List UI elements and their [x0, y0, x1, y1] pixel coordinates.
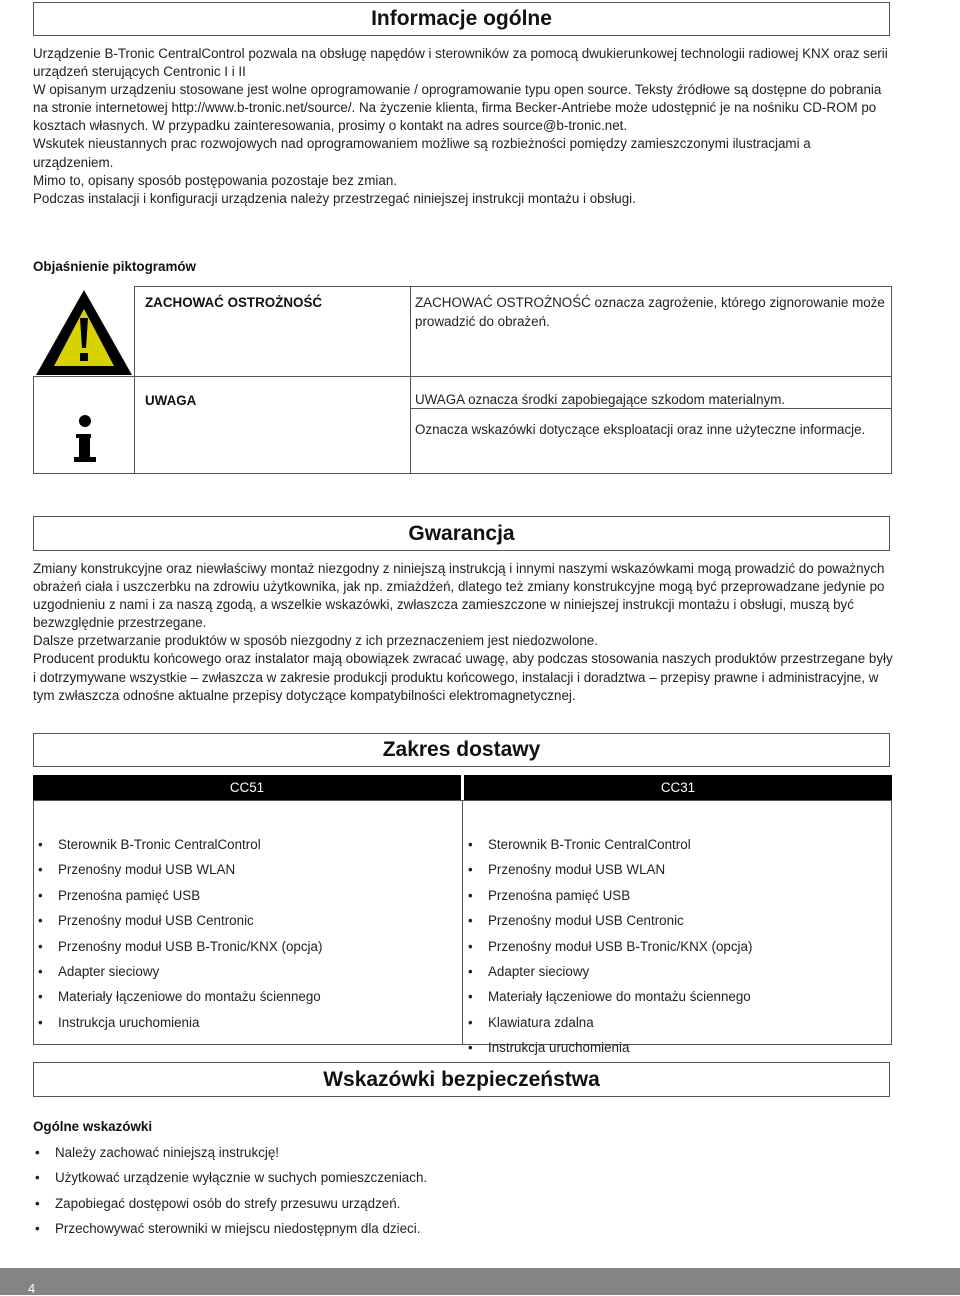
general-paragraph: Urządzenie B-Tronic CentralControl pozwala na obsługę napędów i sterowników za pomocą dwukierunkowej technologii radiowej KNX oraz serii urządzeń sterujących Centronic I i II — [33, 46, 888, 80]
list-item: • Przenośny moduł USB WLAN — [466, 857, 891, 882]
section-title-safety: Wskazówki bezpieczeństwa — [33, 1062, 890, 1097]
section-title-general: Informacje ogólne — [33, 2, 890, 36]
list-item: • Materiały łączeniowe do montażu ściennego — [466, 984, 891, 1009]
attention-description: UWAGA oznacza środki zapobiegające szkodom materialnym. — [410, 376, 892, 409]
list-item: • Adapter sieciowy — [36, 959, 462, 984]
column-body-cc31 — [462, 800, 892, 1056]
page-number: 4 — [28, 1281, 36, 1296]
list-item: • Przenośny moduł USB B-Tronic/KNX (opcja) — [36, 934, 462, 959]
list-item: • Przenośna pamięć USB — [466, 883, 891, 908]
list-item: • Przenośny moduł USB Centronic — [466, 908, 891, 933]
list-item: • Przenośna pamięć USB — [36, 883, 462, 908]
attention-label: UWAGA — [134, 376, 411, 474]
warranty-paragraph: Producent produktu końcowego oraz instalator mają obowiązek zwracać uwagę, aby podczas stosowania naszych produktów przestrzegane były i dotrzymywane wszystkie – zwłaszcza w zakresie produkcji produktu końcowego, instalacji i doradztwa – przepisy prawne i administracyjne, w tym zwłaszcza odnośne aktualne przepisy dotyczące kompatybilności elektromagnetycznej. — [33, 651, 893, 703]
pictogram-table — [33, 286, 892, 474]
general-paragraph: Podczas instalacji i konfiguracji urządzenia należy przestrzegać niniejszej instrukcji montażu i obsługi. — [33, 190, 636, 206]
section-title-warranty: Gwarancja — [33, 516, 890, 551]
list-item: • Materiały łączeniowe do montażu ściennego — [36, 984, 462, 1009]
list-item: • Przechowywać sterowniki w miejscu niedostępnym dla dzieci. — [33, 1216, 833, 1241]
info-icon — [34, 377, 134, 473]
section-title-delivery: Zakres dostawy — [33, 733, 890, 767]
safety-subheading: Ogólne wskazówki — [33, 1119, 153, 1134]
pictograms-heading: Objaśnienie piktogramów — [33, 259, 196, 274]
general-paragraph: Wskutek nieustannych prac rozwojowych nad oprogramowaniem możliwe są rozbieżności pomiędzy zamieszczonymi ilustracjami a urządzeniem. — [33, 136, 811, 170]
general-paragraph: W opisanym urządzeniu stosowane jest wolne oprogramowanie / oprogramowanie typu open source. Teksty źródłowe są dostępne do pobrania na stronie internetowej http://www.b-tronic.net/source/. Na życzenie klienta, firma Becker-Antriebe może udostępnić je na nośniku CD-ROM po kosztach własnych. W przypadku zainteresowania, prosimy o kontakt na adres source@b-tronic.net. — [33, 82, 882, 134]
list-item: • Adapter sieciowy — [466, 959, 891, 984]
caution-description: ZACHOWAĆ OSTROŻNOŚĆ oznacza zagrożenie, którego zignorowanie może prowadzić do obrażeń. — [410, 286, 892, 377]
info-description: Oznacza wskazówki dotyczące eksploatacji oraz inne użyteczne informacje. — [410, 408, 892, 474]
warranty-paragraph: Dalsze przetwarzanie produktów w sposób niezgodny z ich przeznaczeniem jest niedozwolone. — [33, 633, 598, 649]
list-item: • Użytkować urządzenie wyłącznie w suchych pomieszczeniach. — [33, 1165, 833, 1190]
list-item: • Należy zachować niniejszą instrukcję! — [33, 1140, 833, 1165]
warranty-text — [33, 560, 893, 705]
list-item: • Sterownik B-Tronic CentralControl — [466, 832, 891, 857]
list-item: • Instrukcja uruchomienia — [36, 1010, 462, 1035]
column-header-cc51: CC51 — [33, 775, 461, 800]
delivery-list-cc31 — [466, 832, 891, 1061]
info-icon-cell — [33, 376, 135, 474]
list-item: • Klawiatura zdalna — [466, 1010, 891, 1035]
list-item: • Przenośny moduł USB WLAN — [36, 857, 462, 882]
delivery-table — [33, 775, 892, 1056]
warning-triangle-icon — [33, 286, 135, 377]
list-item: • Przenośny moduł USB Centronic — [36, 908, 462, 933]
warning-icon-cell — [33, 286, 135, 377]
general-paragraph: Mimo to, opisany sposób postępowania pozostaje bez zmian. — [33, 172, 397, 188]
list-item: • Przenośny moduł USB B-Tronic/KNX (opcja) — [466, 934, 891, 959]
caution-label: ZACHOWAĆ OSTROŻNOŚĆ — [134, 286, 411, 377]
footer-bar — [0, 1268, 960, 1295]
list-item: • Instrukcja uruchomienia — [466, 1035, 891, 1060]
delivery-list-cc51 — [36, 832, 462, 1035]
column-body-cc51 — [33, 800, 463, 1045]
list-item: • Sterownik B-Tronic CentralControl — [36, 832, 462, 857]
general-text — [33, 45, 893, 208]
column-header-cc31: CC31 — [464, 775, 892, 800]
warranty-paragraph: Zmiany konstrukcyjne oraz niewłaściwy montaż niezgodny z niniejszą instrukcją i innymi naszymi wskazówkami mogą prowadzić do poważnych obrażeń ciała i uszczerbku na zdrowiu użytkownika, jak np. zmiażdżeń, dlatego też zmiany konstrukcyjne mogą być przeprowadzane jedynie po uzgodnieniu z nami i za naszą zgodą, a wszelkie wskazówki, zwłaszcza zamieszczone w niniejszej instrukcji montażu i obsługi, muszą być bezwzględnie przestrzegane. — [33, 561, 885, 631]
list-item: • Zapobiegać dostępowi osób do strefy przesuwu urządzeń. — [33, 1191, 833, 1216]
safety-list — [33, 1140, 833, 1242]
